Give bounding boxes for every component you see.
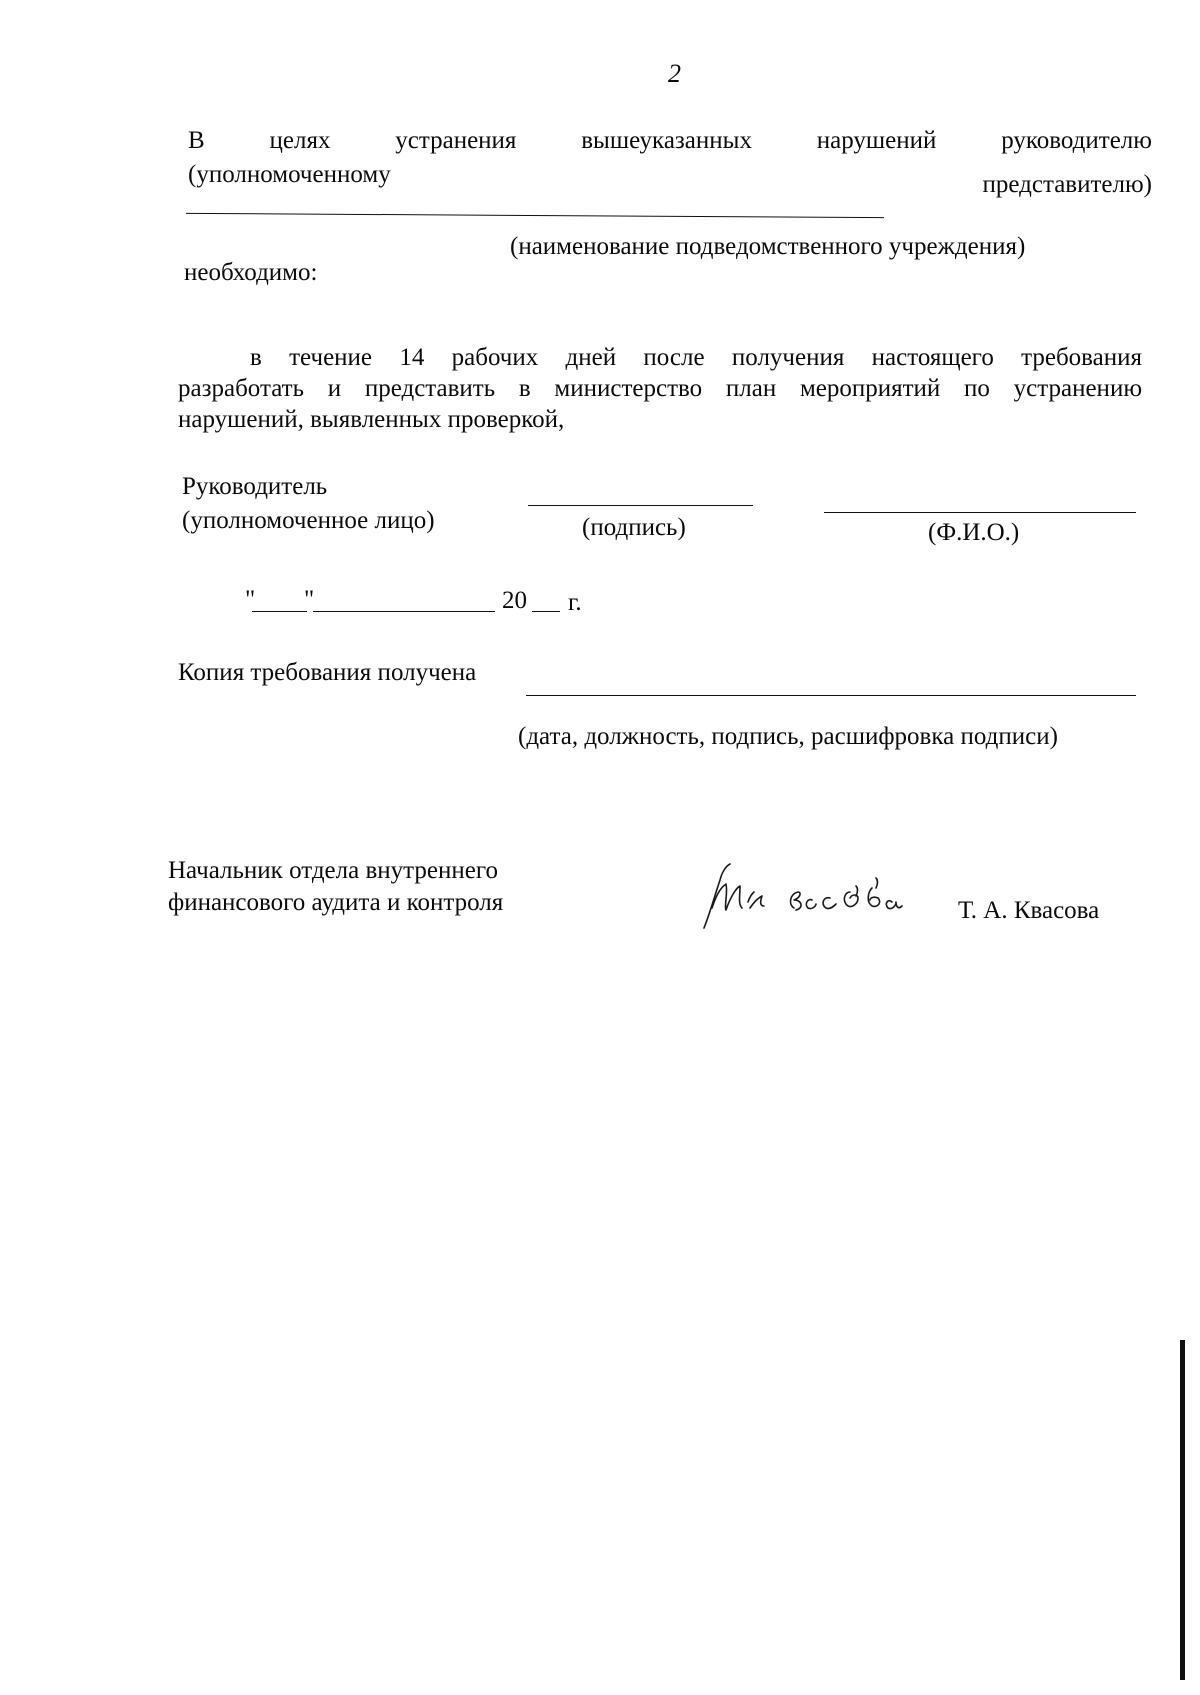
requirement-line-1: в течение 14 рабочих дней после получения настоящего требования (250, 344, 1142, 371)
signature-caption: (подпись) (582, 514, 686, 541)
intro-word: нарушений (816, 127, 937, 154)
page-number: 2 (668, 59, 681, 88)
requirement-line-3: нарушений, выявленных проверкой, (178, 406, 565, 433)
signatory-position-line-2: финансового аудита и контроля (168, 889, 504, 916)
intro-line-2-right: представителю) (982, 171, 1152, 198)
date-open-quote: " (245, 586, 256, 613)
head-label-line-1: Руководитель (182, 473, 328, 500)
handwritten-signature (690, 858, 935, 936)
signature-blank-line (528, 505, 753, 506)
intro-word: В (188, 127, 205, 154)
name-caption: (Ф.И.О.) (928, 519, 1020, 546)
copy-received-label: Копия требования получена (178, 659, 477, 686)
intro-word: вышеуказанных (581, 127, 752, 154)
date-day-blank (252, 611, 307, 612)
name-blank-line (824, 512, 1136, 513)
date-year-blank (532, 611, 560, 612)
signatory-name: Т. А. Квасова (958, 897, 1100, 924)
intro-line-2-left: (уполномоченному (188, 161, 391, 188)
institution-blank-line (186, 213, 884, 218)
signatory-position-line-1: Начальник отдела внутреннего (168, 857, 498, 884)
requirement-line-2: разработать и представить в министерство план мероприятий по устранению (178, 375, 1142, 402)
intro-word: руководителю (1001, 127, 1152, 154)
institution-caption: (наименование подведомственного учреждения) (510, 233, 1026, 260)
necessary-label: необходимо: (184, 259, 318, 286)
copy-received-blank-line (526, 695, 1136, 696)
date-close-quote: " (304, 586, 315, 613)
date-month-blank (313, 611, 495, 612)
date-year-prefix: 20 (502, 587, 527, 614)
copy-received-caption: (дата, должность, подпись, расшифровка подписи) (518, 723, 1058, 750)
scan-margin-bar (1180, 1340, 1185, 1680)
head-label-line-2: (уполномоченное лицо) (182, 507, 435, 534)
intro-word: устранения (395, 127, 517, 154)
intro-word: целях (269, 127, 331, 154)
date-year-suffix: г. (568, 589, 582, 616)
intro-line-1 (188, 126, 1152, 156)
